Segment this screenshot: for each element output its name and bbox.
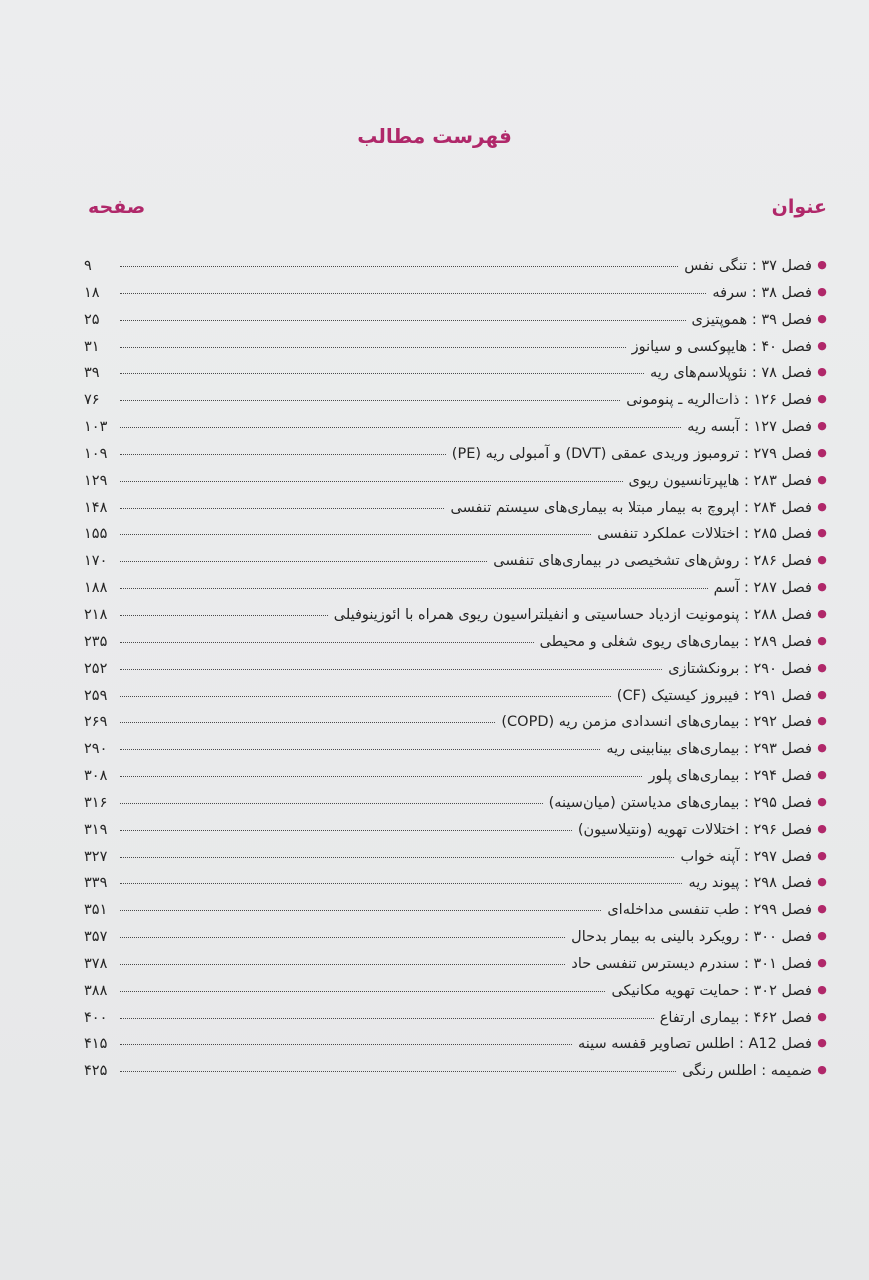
dot-leader (120, 454, 446, 455)
dot-leader (120, 373, 644, 374)
toc-entry (84, 392, 828, 419)
dot-leader (120, 1071, 676, 1072)
dot-leader (120, 883, 682, 884)
toc-entry (84, 929, 828, 956)
bullet-icon: ● (817, 1063, 827, 1077)
toc-entry-page: ۳۸۸ (84, 982, 108, 999)
bullet-icon: ● (817, 1009, 827, 1023)
toc-entry-title: ضمیمه : اطلس رنگی (682, 1063, 812, 1080)
dot-leader (120, 722, 495, 723)
toc-entry (84, 688, 828, 715)
dot-leader (120, 776, 642, 777)
toc-entry-title: فصل ۲۹۸ : پیوند ریه (688, 875, 812, 892)
toc-entry-page: ۱۸ (84, 284, 100, 301)
table-of-contents (84, 258, 828, 1090)
toc-entry (84, 258, 828, 285)
bullet-icon: ● (817, 419, 827, 433)
bullet-icon: ● (817, 821, 827, 835)
toc-entry (84, 661, 828, 688)
toc-entry-page: ۳۱ (84, 338, 100, 355)
toc-entry (84, 902, 828, 929)
bullet-icon: ● (817, 955, 827, 969)
toc-entry (84, 607, 828, 634)
toc-entry-title: فصل ۲۹۲ : بیماری‌های انسدادی مزمن ریه (COPD) (501, 714, 812, 731)
toc-entry-title: فصل ۲۹۶ : اختلالات تهویه (ونتیلاسیون) (577, 821, 812, 838)
dot-leader (120, 696, 611, 697)
toc-entry (84, 983, 828, 1010)
toc-entry-title: فصل ۲۸۸ : پنومونیت ازدیاد حساسیتی و انفیلتراسیون ریوی همراه با ائوزینوفیلی (333, 606, 812, 623)
toc-entry-title: فصل ۲۸۶ : روش‌های تشخیصی در بیماری‌های تنفسی (493, 553, 812, 570)
toc-entry-title: فصل ۳۸ : سرفه (712, 284, 812, 301)
dot-leader (120, 266, 678, 267)
dot-leader (120, 937, 565, 938)
toc-entry-page: ۲۳۵ (84, 633, 108, 650)
bullet-icon: ● (817, 660, 827, 674)
dot-leader (120, 427, 681, 428)
toc-entry-page: ۱۷۰ (84, 553, 108, 570)
toc-entry (84, 741, 828, 768)
dot-leader (120, 1044, 572, 1045)
toc-entry (84, 473, 828, 500)
toc-entry-page: ۲۵۹ (84, 687, 108, 704)
toc-entry (84, 553, 828, 580)
dot-leader (120, 857, 674, 858)
toc-entry-page: ۳۹ (84, 365, 100, 382)
bullet-icon: ● (817, 848, 827, 862)
bullet-icon: ● (817, 982, 827, 996)
bullet-icon: ● (817, 606, 827, 620)
dot-leader (120, 347, 626, 348)
toc-entry-title: فصل ۱۲۶ : ذات‌الریه ـ پنومونی (626, 392, 812, 409)
toc-entry-page: ۱۵۵ (84, 526, 108, 543)
column-header-page: صفحه (88, 196, 146, 218)
toc-entry (84, 500, 828, 527)
toc-entry (84, 768, 828, 795)
toc-entry (84, 339, 828, 366)
toc-entry-page: ۱۴۸ (84, 499, 108, 516)
bullet-icon: ● (817, 338, 827, 352)
dot-leader (120, 803, 543, 804)
toc-entry (84, 634, 828, 661)
toc-entry (84, 580, 828, 607)
toc-entry-title: فصل ۱۲۷ : آبسه ریه (687, 419, 812, 436)
toc-entry-page: ۳۳۹ (84, 875, 108, 892)
toc-entry-page: ۲۶۹ (84, 714, 108, 731)
bullet-icon: ● (817, 472, 827, 486)
bullet-icon: ● (817, 311, 827, 325)
bullet-icon: ● (817, 580, 827, 594)
toc-entry-page: ۳۵۱ (84, 902, 108, 919)
toc-entry (84, 312, 828, 339)
toc-entry (84, 956, 828, 983)
toc-entry (84, 1010, 828, 1037)
toc-entry-title: فصل ۲۹۴ : بیماری‌های پلور (648, 768, 812, 785)
dot-leader (120, 910, 601, 911)
bullet-icon: ● (817, 741, 827, 755)
bullet-icon: ● (817, 445, 827, 459)
toc-entry-title: فصل ۳۰۱ : سندرم دیسترس تنفسی حاد (571, 955, 812, 972)
dot-leader (120, 293, 706, 294)
bullet-icon: ● (817, 875, 827, 889)
toc-entry (84, 714, 828, 741)
toc-entry-title: فصل ۳۹ : هموپتیزی (691, 311, 812, 328)
toc-entry (84, 849, 828, 876)
toc-entry-title: فصل ۳۷ : تنگی نفس (684, 258, 812, 274)
dot-leader (120, 642, 534, 643)
toc-entry-page: ۳۷۸ (84, 955, 108, 972)
toc-entry-page: ۲۵ (84, 311, 100, 328)
toc-entry-page: ۱۰۹ (84, 445, 108, 462)
toc-entry-page: ۲۵۲ (84, 660, 108, 677)
dot-leader (120, 749, 600, 750)
dot-leader (120, 561, 487, 562)
dot-leader (120, 508, 444, 509)
toc-entry (84, 446, 828, 473)
toc-entry-page: ۲۱۸ (84, 606, 108, 623)
bullet-icon: ● (817, 768, 827, 782)
toc-entry-page: ۳۲۷ (84, 848, 108, 865)
toc-entry-title: فصل ۷۸ : نئوپلاسم‌های ریه (649, 365, 812, 382)
dot-leader (120, 830, 572, 831)
dot-leader (120, 964, 565, 965)
dot-leader (120, 481, 623, 482)
toc-entry-page: ۳۵۷ (84, 929, 108, 946)
bullet-icon: ● (817, 633, 827, 647)
bullet-icon: ● (817, 929, 827, 943)
toc-entry-page: ۴۰۰ (84, 1009, 108, 1026)
toc-entry-page: ۹ (84, 258, 92, 274)
dot-leader (120, 320, 686, 321)
bullet-icon: ● (817, 553, 827, 567)
column-header-title: عنوان (771, 196, 827, 218)
toc-entry (84, 795, 828, 822)
toc-entry-page: ۲۹۰ (84, 741, 108, 758)
toc-entry-page: ۳۰۸ (84, 768, 108, 785)
toc-entry-page: ۱۲۹ (84, 472, 108, 489)
toc-entry-page: ۴۱۵ (84, 1036, 108, 1053)
toc-entry-page: ۳۱۶ (84, 794, 108, 811)
bullet-icon: ● (817, 902, 827, 916)
toc-entry-title: فصل ۲۸۷ : آسم (713, 580, 812, 597)
toc-entry (84, 285, 828, 312)
toc-entry (84, 419, 828, 446)
bullet-icon: ● (817, 526, 827, 540)
toc-entry-title: فصل ۲۸۹ : بیماری‌های ریوی شغلی و محیطی (539, 633, 812, 650)
dot-leader (120, 534, 591, 535)
dot-leader (120, 400, 620, 401)
bullet-icon: ● (817, 499, 827, 513)
toc-entry-title: فصل ۲۸۴ : اپروچ به بیمار مبتلا به بیماری‌های سیستم تنفسی (450, 499, 812, 516)
toc-entry-page: ۴۲۵ (84, 1063, 108, 1080)
bullet-icon: ● (817, 1036, 827, 1050)
toc-entry-title: فصل ۴۶۲ : بیماری ارتفاع (659, 1009, 812, 1026)
toc-entry-title: فصل ۲۸۵ : اختلالات عملکرد تنفسی (597, 526, 812, 543)
bullet-icon: ● (817, 687, 827, 701)
bullet-icon: ● (817, 284, 827, 298)
toc-entry (84, 875, 828, 902)
toc-entry-title: فصل ۴۰ : هایپوکسی و سیانوز (631, 338, 812, 355)
toc-entry-title: فصل ۲۸۳ : هایپرتانسیون ریوی (628, 472, 812, 489)
toc-entry (84, 1036, 828, 1063)
toc-entry-page: ۱۸۸ (84, 580, 108, 597)
toc-entry-title: فصل A12 : اطلس تصاویر قفسه سینه (578, 1036, 812, 1053)
toc-entry-title: فصل ۳۰۲ : حمایت تهویه مکانیکی (611, 982, 812, 999)
bullet-icon: ● (817, 258, 827, 271)
toc-entry-page: ۷۶ (84, 392, 100, 409)
toc-entry-title: فصل ۲۹۷ : آپنه خواب (680, 848, 812, 865)
bullet-icon: ● (817, 392, 827, 406)
dot-leader (120, 991, 605, 992)
toc-entry-title: فصل ۲۹۹ : طب تنفسی مداخله‌ای (607, 902, 812, 919)
toc-entry-title: فصل ۲۹۱ : فیبروز کیستیک (CF) (616, 687, 812, 704)
toc-entry-page: ۳۱۹ (84, 821, 108, 838)
page-title: فهرست مطالب (357, 124, 512, 148)
toc-entry (84, 1063, 828, 1090)
toc-entry-title: فصل ۲۷۹ : ترومبوز وریدی عمقی (DVT) و آمبولی ریه (PE) (451, 445, 812, 462)
dot-leader (120, 669, 662, 670)
toc-entry-page: ۱۰۳ (84, 419, 108, 436)
toc-entry (84, 822, 828, 849)
bullet-icon: ● (817, 365, 827, 379)
bullet-icon: ● (817, 714, 827, 728)
toc-entry (84, 526, 828, 553)
toc-entry-title: فصل ۳۰۰ : رویکرد بالینی به بیمار بدحال (571, 929, 812, 946)
dot-leader (120, 588, 708, 589)
toc-entry (84, 365, 828, 392)
toc-entry-title: فصل ۲۹۰ : برونکشتازی (668, 660, 812, 677)
toc-entry-title: فصل ۲۹۳ : بیماری‌های بینابینی ریه (606, 741, 812, 758)
toc-entry-title: فصل ۲۹۵ : بیماری‌های مدیاستن (میان‌سینه) (548, 794, 812, 811)
dot-leader (120, 1018, 654, 1019)
dot-leader (120, 615, 328, 616)
bullet-icon: ● (817, 794, 827, 808)
